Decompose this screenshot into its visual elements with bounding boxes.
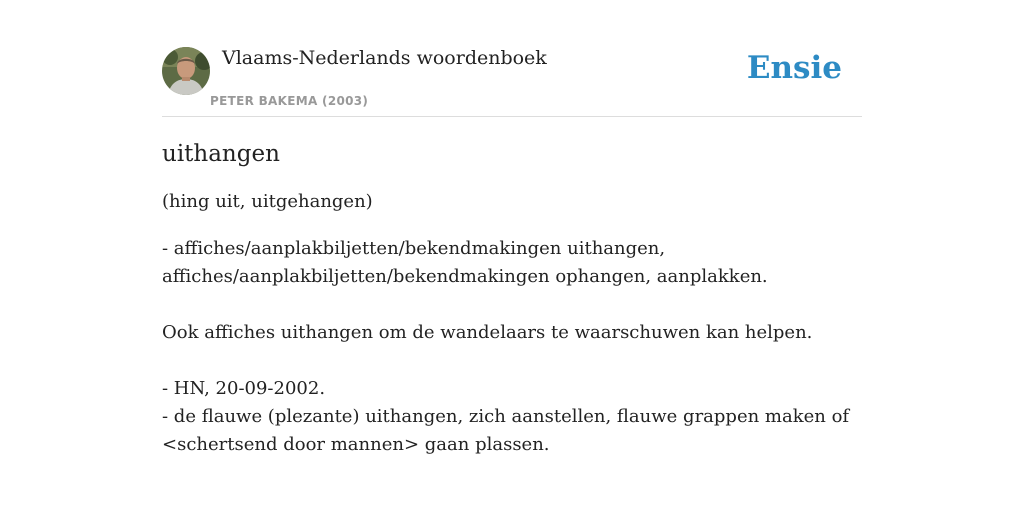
blank-line [162, 347, 862, 375]
definition-line: <schertsend door mannen> gaan plassen. [162, 434, 550, 455]
dictionary-title[interactable]: Vlaams-Nederlands woordenboek [222, 47, 547, 69]
headword: uithangen [162, 141, 280, 167]
definition-line: - affiches/aanplakbiljetten/bekendmakingen uithangen, [162, 238, 666, 259]
inflection: (hing uit, uitgehangen) [162, 191, 373, 212]
source-line: - HN, 20-09-2002. [162, 378, 326, 399]
definition-body [162, 235, 862, 459]
author-name[interactable]: PETER BAKEMA (2003) [210, 94, 369, 108]
header [162, 47, 862, 117]
definition-line: affiches/aanplakbiljetten/bekendmakingen ophangen, aanplakken. [162, 266, 768, 287]
author-avatar[interactable] [162, 47, 210, 95]
entry-content [162, 138, 862, 459]
person-photo-icon [162, 47, 210, 95]
ensie-logo[interactable]: Ensie [746, 50, 842, 86]
example-line: Ook affiches uithangen om de wandelaars te waarschuwen kan helpen. [162, 322, 813, 343]
blank-line [162, 291, 862, 319]
definition-line: - de flauwe (plezante) uithangen, zich aanstellen, flauwe grappen maken of [162, 406, 850, 427]
